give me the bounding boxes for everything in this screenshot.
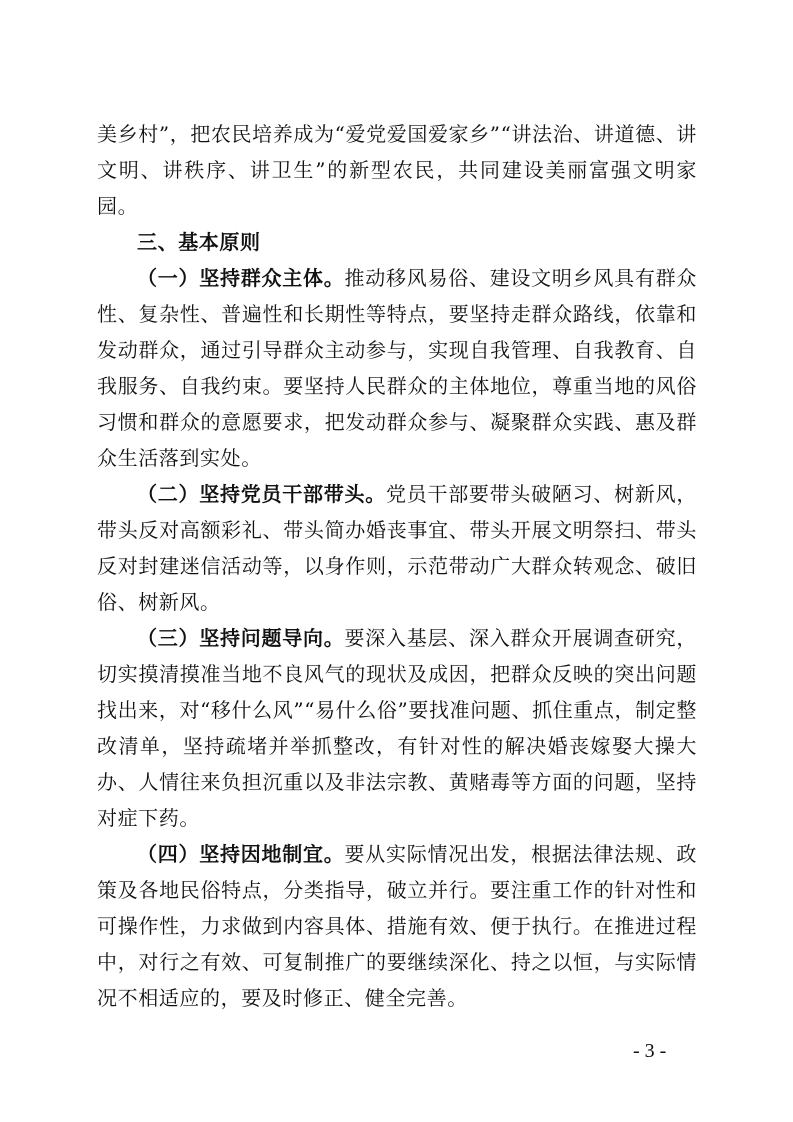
principle-paragraph-4: [97, 836, 697, 1016]
principle-lead-4: （四）坚持因地制宜。: [137, 842, 345, 866]
principle-body-1: 推动移风易俗、建设文明乡风具有群众性、复杂性、普遍性和长期性等特点，要坚持走群众路线，依靠和发动群众，通过引导群众主动参与，实现自我管理、自我教育、自我服务、自我约束。要坚持人民群众的主体地位，尊重当地的风俗习惯和群众的意愿要求，把发动群众参与、凝聚群众实践、惠及群众生活落到实处。: [97, 266, 698, 470]
principle-paragraph-2: [97, 476, 697, 620]
principle-body-4: 要从实际情况出发，根据法律法规、政策及各地民俗特点，分类指导，破立并行。要注重工作的针对性和可操作性，力求做到内容具体、措施有效、便于执行。在推进过程中，对行之有效、可复制推广的要继续深化、持之以恒，与实际情况不相适应的，要及时修正、健全完善。: [97, 842, 698, 1010]
page-number: - 3 -: [633, 1040, 667, 1062]
document-body: [97, 116, 697, 1016]
principle-body-2: 党员干部要带头破陋习、树新风，带头反对高额彩礼、带头简办婚丧事宜、带头开展文明祭扫、带头反对封建迷信活动等，以身作则，示范带动广大群众转观念、破旧俗、树新风。: [97, 482, 697, 614]
principle-body-3: 要深入基层、深入群众开展调查研究，切实摸清摸准当地不良风气的现状及成因，把群众反映的突出问题找出来，对“移什么风”“易什么俗”要找准问题、抓住重点，制定整改清单，坚持疏堵并举抓整改，有针对性的解决婚丧嫁娶大操大办、人情往来负担沉重以及非法宗教、黄赌毒等方面的问题，坚持对症下药。: [97, 626, 698, 830]
principle-lead-2: （二）坚持党员干部带头。: [137, 482, 386, 506]
section-heading: 三、基本原则: [137, 230, 261, 254]
principle-paragraph-3: [97, 620, 697, 836]
intro-paragraph: 美乡村”，把农民培养成为“爱党爱国爱家乡”“讲法治、讲道德、讲文明、讲秩序、讲卫生”的新型农民，共同建设美丽富强文明家园。: [97, 122, 697, 218]
principle-lead-1: （一）坚持群众主体。: [137, 266, 345, 290]
principle-lead-3: （三）坚持问题导向。: [137, 626, 345, 650]
principle-paragraph-1: [97, 260, 697, 476]
